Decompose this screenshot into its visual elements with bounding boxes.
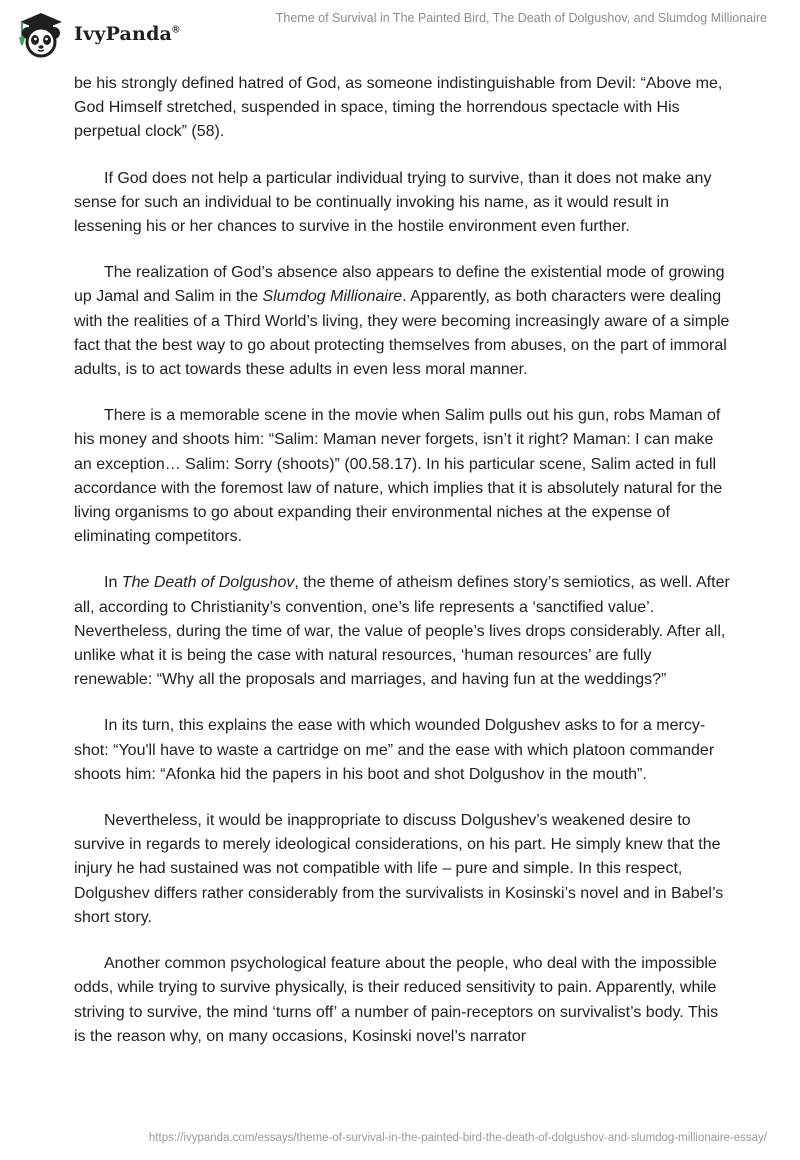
source-url[interactable]: https://ivypanda.com/essays/theme-of-survival-in-the-painted-bird-the-death-of-dolgushov-and-slumdog-millionaire-essay/ xyxy=(148,1132,767,1144)
paragraph-text: be his strongly defined hatred of God, as someone indistinguishable from Devil: “Above me, God Himself stretched, suspended in space, timing the horrendous spectacle with His perpetual clock” (58). xyxy=(74,75,723,141)
brand-name xyxy=(74,23,180,45)
paragraph-text: . Apparently, as both characters were dealing with the realities of a Third World’s living, they were becoming increasingly aware of a simple fact that the best way to go about protecting themselves from abuses, on the part of immoral adults, is to act towards these adults in even less moral manner. xyxy=(74,288,730,379)
brand-name-text: IvyPanda xyxy=(74,23,173,45)
essay-paragraph xyxy=(74,167,734,240)
paragraph-text: The realization of God’s absence also appears to define the existential mode of growing up Jamal and Salim in the xyxy=(74,264,725,306)
essay-paragraph xyxy=(74,571,734,692)
essay-paragraph xyxy=(74,714,734,787)
paragraph-text: If God does not help a particular individual trying to survive, than it does not make any sense for such an individual to be continually invoking his name, as it would result in lessening his or her chances to survive in the hostile environment even further. xyxy=(74,169,712,236)
essay-body xyxy=(74,72,734,1071)
italic-title: Slumdog Millionaire xyxy=(262,288,403,306)
paragraph-text: Another common psychological feature about the people, who deal with the impossible odds, while trying to survive physically, is their reduced sensitivity to pain. Apparently, while striving to survive, the mind ‘turns off’ a number of pain-receptors on survivalist’s body. This is the reason why, on many occasions, Kosinski novel’s narrator xyxy=(74,955,719,1045)
paragraph-text: In xyxy=(104,574,122,592)
essay-paragraph xyxy=(74,261,734,382)
page-header xyxy=(0,0,800,62)
ivypanda-logo[interactable] xyxy=(14,8,180,60)
paragraph-text: There is a memorable scene in the movie when Salim pulls out his gun, robs Maman of his money and shoots him: “Salim: Maman never forgets, isn’t it right? Maman: I can make an exception… Salim: Sorry (shoots)” (00.58.17). In his particular scene, Salim acted in full accordance with the foremost law of nature, which implies that it is absolutely natural for the living organisms to go about expanding their environmental niches at the expense of eliminating competitors. xyxy=(74,407,723,546)
paragraph-text: Nevertheless, it would be inappropriate to discuss Dolgushev’s weakened desire to survive in regards to merely ideological considerations, on his part. He simply knew that the injury he had sustained was not compatible with life – pure and simple. In this respect, Dolgushev differs rather considerably from the survivalists in Kosinski’s novel and in Babel’s short story. xyxy=(74,812,724,926)
document-title: Theme of Survival in The Painted Bird, The Death of Dolgushov, and Slumdog Millionaire xyxy=(275,11,767,25)
panda-graduate-icon xyxy=(14,8,68,60)
paragraph-text: , the theme of atheism defines story’s semiotics, as well. After all, according to Christianity’s convention, one’s life represents a ‘sanctified value’. Nevertheless, during the time of war, the value of people’s lives drops considerably. After all, unlike what it is being the case with natural resources, ‘human resources’ are fully renewable: “Why all the proposals and marriages, and having fun at the weddings?” xyxy=(74,574,730,689)
registered-mark: ® xyxy=(172,24,180,36)
essay-paragraph xyxy=(74,72,734,145)
paragraph-text: In its turn, this explains the ease with which wounded Dolgushev asks to for a mercy-shot: “You'll have to waste a cartridge on me” and the ease with which platoon commander shoots him: “Afonka hid the papers in his boot and shot Dolgushov in the mouth”. xyxy=(74,717,715,783)
essay-paragraph xyxy=(74,952,734,1049)
essay-paragraph xyxy=(74,404,734,549)
essay-paragraph xyxy=(74,809,734,930)
italic-title: The Death of Dolgushov xyxy=(121,574,295,592)
